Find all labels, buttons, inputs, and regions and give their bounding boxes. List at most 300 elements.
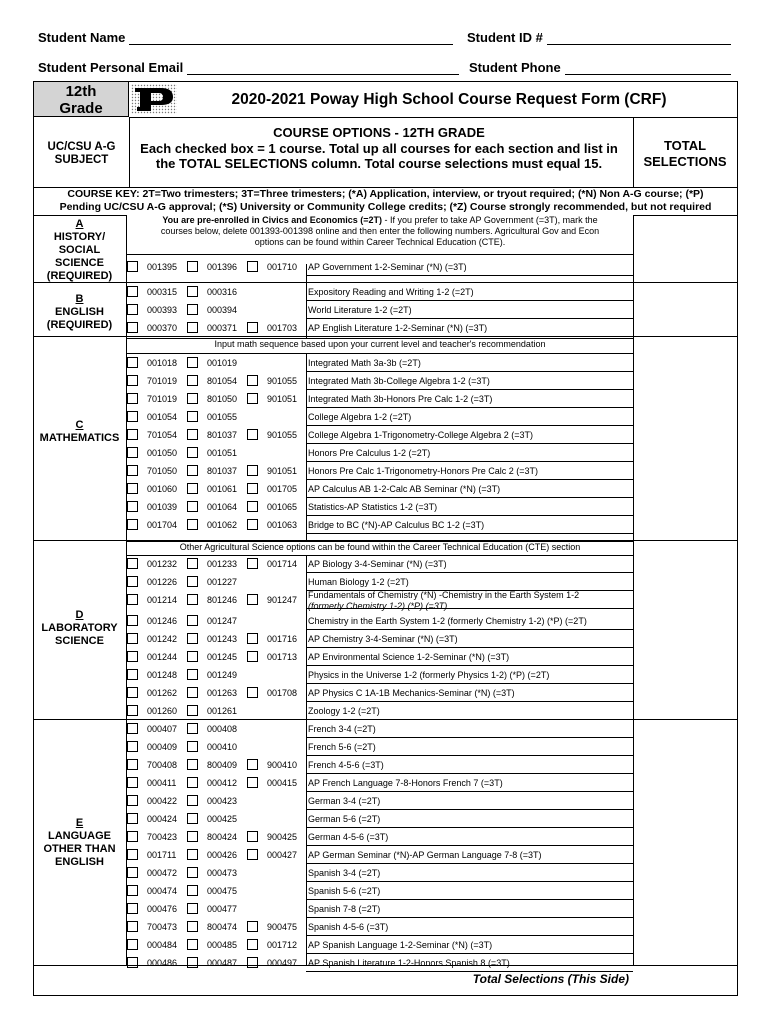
course-checkbox[interactable] xyxy=(187,286,198,297)
course-code: 001260 xyxy=(147,706,178,716)
course-checkbox[interactable] xyxy=(127,957,138,968)
course-checkbox[interactable] xyxy=(127,759,138,770)
section-c-label xyxy=(34,419,125,445)
course-code: 001227 xyxy=(207,577,238,587)
course-code: 000410 xyxy=(207,742,238,752)
course-code: 000486 xyxy=(147,958,178,968)
course-checkbox[interactable] xyxy=(127,687,138,698)
course-code: 000484 xyxy=(147,940,178,950)
course-code: 901247 xyxy=(267,595,298,605)
course-checkbox[interactable] xyxy=(247,651,258,662)
course-checkbox[interactable] xyxy=(247,633,258,644)
course-code: 001262 xyxy=(147,688,178,698)
course-code: 001243 xyxy=(207,634,238,644)
course-checkbox[interactable] xyxy=(127,465,138,476)
section-a-line: HISTORY/ xyxy=(53,231,106,243)
course-code: 001226 xyxy=(147,577,178,587)
section-a-note xyxy=(127,215,633,255)
course-code: 001714 xyxy=(267,559,298,569)
section-a-line: SOCIAL xyxy=(58,244,101,256)
course-code: 801037 xyxy=(207,430,238,440)
section-b-label xyxy=(34,293,125,332)
course-checkbox[interactable] xyxy=(127,357,138,368)
course-code: 001245 xyxy=(207,652,238,662)
course-checkbox[interactable] xyxy=(127,322,138,333)
student-id-label: Student ID # xyxy=(467,30,543,45)
divider xyxy=(633,215,634,965)
total-selections-header: TOTAL SELECTIONS xyxy=(643,138,727,169)
course-checkbox[interactable] xyxy=(127,615,138,626)
course-checkbox[interactable] xyxy=(127,831,138,842)
course-code: 001261 xyxy=(207,706,238,716)
course-code: 801037 xyxy=(207,466,238,476)
course-request-form xyxy=(33,81,738,996)
course-description: Bridge to BC (*N)-AP Calculus BC 1-2 (=3T) xyxy=(308,520,485,530)
divider xyxy=(306,608,633,609)
course-code: 001214 xyxy=(147,595,178,605)
course-checkbox[interactable] xyxy=(187,741,198,752)
course-checkbox[interactable] xyxy=(127,741,138,752)
course-code: 000370 xyxy=(147,323,178,333)
course-checkbox[interactable] xyxy=(187,357,198,368)
course-row xyxy=(127,701,633,719)
course-checkbox[interactable] xyxy=(127,939,138,950)
course-code: 001242 xyxy=(147,634,178,644)
course-code: 001716 xyxy=(267,634,298,644)
course-key-line2: Pending UC/CSU A-G approval; (*S) University or Community College credits; (*Z) Course strongly recommended, but not required xyxy=(59,201,712,213)
course-description: AP Environmental Science 1-2-Seminar (*N) (=3T) xyxy=(308,652,510,662)
course-code: 001039 xyxy=(147,502,178,512)
course-checkbox[interactable] xyxy=(187,903,198,914)
course-checkbox[interactable] xyxy=(247,921,258,932)
course-code: 001055 xyxy=(207,412,238,422)
course-row xyxy=(127,461,633,479)
course-row xyxy=(127,809,633,827)
course-code: 000316 xyxy=(207,287,238,297)
course-code: 000485 xyxy=(207,940,238,950)
student-id-row xyxy=(467,30,731,45)
course-checkbox[interactable] xyxy=(247,375,258,386)
note-a-line3: options can be found within Career Technical Education (CTE). xyxy=(254,237,506,247)
course-description: French 4-5-6 (=3T) xyxy=(308,760,384,770)
course-code: 001063 xyxy=(267,520,298,530)
course-description-line: (formerly Chemistry 1-2) (*P) (=3T) xyxy=(308,601,448,611)
course-checkbox[interactable] xyxy=(127,903,138,914)
course-code: 000371 xyxy=(207,323,238,333)
course-checkbox[interactable] xyxy=(187,831,198,842)
course-checkbox[interactable] xyxy=(247,939,258,950)
course-checkbox[interactable] xyxy=(127,633,138,644)
course-code: 801050 xyxy=(207,394,238,404)
grade-line2: Grade xyxy=(59,100,103,117)
course-row xyxy=(127,917,633,935)
course-row xyxy=(127,773,633,791)
course-row xyxy=(127,791,633,809)
course-checkbox[interactable] xyxy=(247,429,258,440)
course-checkbox[interactable] xyxy=(187,849,198,860)
course-key-line1: COURSE KEY: 2T=Two trimesters; 3T=Three trimesters; (*A) Application, interview, or tryout required; (*N) Non A-G course; (*P) xyxy=(67,188,704,200)
course-row xyxy=(127,282,633,300)
course-checkbox[interactable] xyxy=(187,393,198,404)
course-checkbox[interactable] xyxy=(127,304,138,315)
course-description: Expository Reading and Writing 1-2 (=2T) xyxy=(308,287,474,297)
section-a-line: SCIENCE xyxy=(55,257,104,269)
section-e-label xyxy=(34,817,125,869)
course-checkbox[interactable] xyxy=(187,501,198,512)
course-checkbox[interactable] xyxy=(247,393,258,404)
course-code: 001396 xyxy=(207,262,238,272)
course-code: 001065 xyxy=(267,502,298,512)
course-description: Spanish 7-8 (=2T) xyxy=(308,904,381,914)
course-row xyxy=(127,407,633,425)
course-description: Chemistry in the Earth System 1-2 (formerly Chemistry 1-2) (*P) (=2T) xyxy=(308,616,587,626)
course-code: 700408 xyxy=(147,760,178,770)
course-row xyxy=(127,719,633,737)
course-checkbox[interactable] xyxy=(187,921,198,932)
course-code: 900410 xyxy=(267,760,298,770)
student-name-field[interactable] xyxy=(129,33,453,45)
course-code: 000407 xyxy=(147,724,178,734)
course-checkbox[interactable] xyxy=(127,483,138,494)
course-checkbox[interactable] xyxy=(187,651,198,662)
course-checkbox[interactable] xyxy=(127,393,138,404)
course-code: 001244 xyxy=(147,652,178,662)
course-checkbox[interactable] xyxy=(187,429,198,440)
course-checkbox[interactable] xyxy=(247,519,258,530)
course-checkbox[interactable] xyxy=(187,885,198,896)
course-checkbox[interactable] xyxy=(187,669,198,680)
course-checkbox[interactable] xyxy=(187,594,198,605)
course-code: 001704 xyxy=(147,520,178,530)
course-row xyxy=(127,899,633,917)
course-checkbox[interactable] xyxy=(127,429,138,440)
course-checkbox[interactable] xyxy=(247,322,258,333)
course-code: 901055 xyxy=(267,430,298,440)
email-row xyxy=(38,60,459,75)
course-checkbox[interactable] xyxy=(127,669,138,680)
options-line1: COURSE OPTIONS - 12TH GRADE xyxy=(273,125,485,140)
course-code: 000412 xyxy=(207,778,238,788)
course-description: German 5-6 (=2T) xyxy=(308,814,381,824)
course-checkbox[interactable] xyxy=(187,777,198,788)
course-code: 701019 xyxy=(147,394,178,404)
course-row xyxy=(127,737,633,755)
course-checkbox[interactable] xyxy=(127,447,138,458)
course-row xyxy=(127,935,633,953)
note-a-rest: - If you prefer to take AP Government (=3T), mark the xyxy=(381,215,598,225)
course-code: 901051 xyxy=(267,394,298,404)
course-code: 701054 xyxy=(147,430,178,440)
course-description: German 4-5-6 (=3T) xyxy=(308,832,389,842)
course-code: 001703 xyxy=(267,323,298,333)
course-row xyxy=(127,755,633,773)
section-e-letter: E xyxy=(75,817,84,829)
course-checkbox[interactable] xyxy=(127,813,138,824)
section-a-line: (REQUIRED) xyxy=(46,270,113,282)
course-code: 000497 xyxy=(267,958,298,968)
options-line2: Each checked box = 1 course. Total up all courses for each section and list in xyxy=(140,140,618,156)
course-checkbox[interactable] xyxy=(247,849,258,860)
course-checkbox[interactable] xyxy=(187,483,198,494)
course-description: German 3-4 (=2T) xyxy=(308,796,381,806)
course-checkbox[interactable] xyxy=(187,939,198,950)
course-description: AP Spanish Literature 1-2-Honors Spanish 8 (=3T) xyxy=(308,958,510,968)
course-code: 900425 xyxy=(267,832,298,842)
course-checkbox[interactable] xyxy=(127,921,138,932)
course-checkbox[interactable] xyxy=(187,633,198,644)
course-description: French 5-6 (=2T) xyxy=(308,742,376,752)
course-code: 000472 xyxy=(147,868,178,878)
course-checkbox[interactable] xyxy=(187,615,198,626)
course-code: 001060 xyxy=(147,484,178,494)
course-description: Honors Pre Calculus 1-2 (=2T) xyxy=(308,448,431,458)
course-description: Spanish 5-6 (=2T) xyxy=(308,886,381,896)
course-checkbox[interactable] xyxy=(187,867,198,878)
course-row xyxy=(127,863,633,881)
course-code: 000411 xyxy=(147,778,177,788)
course-code: 000425 xyxy=(207,814,238,824)
email-field[interactable] xyxy=(187,63,459,75)
course-checkbox[interactable] xyxy=(187,304,198,315)
course-checkbox[interactable] xyxy=(127,286,138,297)
course-description: Spanish 3-4 (=2T) xyxy=(308,868,381,878)
course-checkbox[interactable] xyxy=(247,558,258,569)
course-code: 000409 xyxy=(147,742,178,752)
course-code: 000424 xyxy=(147,814,178,824)
course-checkbox[interactable] xyxy=(187,519,198,530)
course-code: 000473 xyxy=(207,868,238,878)
course-checkbox[interactable] xyxy=(127,795,138,806)
course-description: Human Biology 1-2 (=2T) xyxy=(308,577,409,587)
course-checkbox[interactable] xyxy=(127,885,138,896)
course-checkbox[interactable] xyxy=(187,759,198,770)
course-row xyxy=(127,683,633,701)
section-c-note: Input math sequence based upon your current level and teacher's recommendation xyxy=(127,338,633,354)
course-options-header xyxy=(129,117,629,187)
divider xyxy=(306,533,633,534)
phone-field[interactable] xyxy=(565,63,731,75)
course-description: World Literature 1-2 (=2T) xyxy=(308,305,412,315)
course-code: 001064 xyxy=(207,502,238,512)
course-checkbox[interactable] xyxy=(247,687,258,698)
course-code: 001232 xyxy=(147,559,178,569)
section-b-letter: B xyxy=(75,293,84,305)
course-checkbox[interactable] xyxy=(187,723,198,734)
course-code: 001712 xyxy=(267,940,298,950)
course-checkbox[interactable] xyxy=(247,594,258,605)
course-row xyxy=(127,953,633,971)
course-row xyxy=(127,881,633,899)
course-description: AP Biology 3-4-Seminar (*N) (=3T) xyxy=(308,559,447,569)
course-description: French 3-4 (=2T) xyxy=(308,724,376,734)
course-code: 000427 xyxy=(267,850,298,860)
course-row xyxy=(127,318,633,336)
course-checkbox[interactable] xyxy=(127,501,138,512)
course-row xyxy=(127,515,633,533)
course-description: AP English Literature 1-2-Seminar (*N) (=3T) xyxy=(308,323,488,333)
poway-logo-icon xyxy=(131,84,177,114)
course-code: 001233 xyxy=(207,559,238,569)
course-code: 700473 xyxy=(147,922,178,932)
course-code: 000315 xyxy=(147,287,178,297)
course-code: 001062 xyxy=(207,520,238,530)
course-checkbox[interactable] xyxy=(187,957,198,968)
course-code: 701019 xyxy=(147,376,178,386)
course-checkbox[interactable] xyxy=(127,375,138,386)
course-code: 801246 xyxy=(207,595,238,605)
grade-line1: 12th xyxy=(65,83,97,100)
course-code: 901051 xyxy=(267,466,298,476)
course-code: 000474 xyxy=(147,886,178,896)
course-checkbox[interactable] xyxy=(127,261,138,272)
course-code: 700423 xyxy=(147,832,178,842)
section-c-line: MATHEMATICS xyxy=(39,432,120,444)
course-code: 001713 xyxy=(267,652,298,662)
section-d-label xyxy=(34,609,125,648)
divider xyxy=(306,336,633,337)
course-checkbox[interactable] xyxy=(187,576,198,587)
course-code: 001710 xyxy=(267,262,298,272)
course-checkbox[interactable] xyxy=(247,483,258,494)
course-checkbox[interactable] xyxy=(127,705,138,716)
course-checkbox[interactable] xyxy=(127,594,138,605)
course-description: AP Chemistry 3-4-Seminar (*N) (=3T) xyxy=(308,634,458,644)
section-e-line: ENGLISH xyxy=(55,856,104,868)
course-code: 000475 xyxy=(207,886,238,896)
course-code: 000415 xyxy=(267,778,298,788)
course-description: AP Calculus AB 1-2-Calc AB Seminar (*N) (=3T) xyxy=(308,484,501,494)
course-checkbox[interactable] xyxy=(247,759,258,770)
note-a-bold: You are pre-enrolled in Civics and Economics (=2T) xyxy=(162,215,382,225)
course-description: AP Government 1-2-Seminar (*N) (=3T) xyxy=(308,262,467,272)
course-checkbox[interactable] xyxy=(187,261,198,272)
course-checkbox[interactable] xyxy=(187,813,198,824)
course-checkbox[interactable] xyxy=(127,576,138,587)
course-code: 001051 xyxy=(207,448,238,458)
course-code: 000423 xyxy=(207,796,238,806)
course-checkbox[interactable] xyxy=(247,777,258,788)
course-checkbox[interactable] xyxy=(187,795,198,806)
course-checkbox[interactable] xyxy=(127,849,138,860)
section-c-letter: C xyxy=(75,419,84,431)
phone-label: Student Phone xyxy=(469,60,561,75)
course-checkbox[interactable] xyxy=(127,651,138,662)
course-row xyxy=(127,647,633,665)
section-a-label xyxy=(34,218,125,283)
divider xyxy=(306,275,633,276)
course-checkbox[interactable] xyxy=(187,447,198,458)
course-code: 001248 xyxy=(147,670,178,680)
course-checkbox[interactable] xyxy=(127,723,138,734)
course-code: 701050 xyxy=(147,466,178,476)
section-b-line: (REQUIRED) xyxy=(46,319,113,331)
course-row xyxy=(127,827,633,845)
phone-row xyxy=(469,60,731,75)
course-checkbox[interactable] xyxy=(247,465,258,476)
course-code: 001019 xyxy=(207,358,238,368)
course-code: 001054 xyxy=(147,412,178,422)
course-checkbox[interactable] xyxy=(187,411,198,422)
course-description: Integrated Math 3b-College Algebra 1-2 (=3T) xyxy=(308,376,490,386)
course-description: AP French Language 7-8-Honors French 7 (=3T) xyxy=(308,778,503,788)
course-key xyxy=(34,187,737,215)
section-e-line: OTHER THAN xyxy=(43,843,116,855)
note-a-line2: courses below, delete 001393-001398 online and then enter the following numbers. Agricultural Gov and Econ xyxy=(160,226,600,236)
course-code: 801054 xyxy=(207,376,238,386)
course-description: Honors Pre Calc 1-Trigonometry-Honors Pre Calc 2 (=3T) xyxy=(308,466,538,476)
divider xyxy=(129,117,130,187)
course-row xyxy=(127,479,633,497)
course-checkbox[interactable] xyxy=(127,519,138,530)
section-b-line: ENGLISH xyxy=(55,306,104,318)
course-description: Integrated Math 3a-3b (=2T) xyxy=(308,358,421,368)
course-code: 000393 xyxy=(147,305,178,315)
course-description: Statistics-AP Statistics 1-2 (=3T) xyxy=(308,502,438,512)
course-row xyxy=(127,425,633,443)
course-description: AP Spanish Language 1-2-Seminar (*N) (=3T) xyxy=(308,940,493,950)
course-row xyxy=(127,611,633,629)
course-code: 001018 xyxy=(147,358,178,368)
course-row xyxy=(127,497,633,515)
course-row xyxy=(127,443,633,461)
divider xyxy=(633,117,634,187)
course-checkbox[interactable] xyxy=(247,501,258,512)
options-line3: the TOTAL SELECTIONS column. Total course selections must equal 15. xyxy=(155,156,603,171)
course-code: 001249 xyxy=(207,670,238,680)
section-e-line: LANGUAGE xyxy=(48,830,111,842)
course-code: 000408 xyxy=(207,724,238,734)
student-name-row xyxy=(38,30,453,45)
course-code: 800474 xyxy=(207,922,238,932)
course-description: AP Physics C 1A-1B Mechanics-Seminar (*N) (=3T) xyxy=(308,688,515,698)
course-description: Zoology 1-2 (=2T) xyxy=(308,706,380,716)
course-row xyxy=(127,572,633,590)
course-checkbox[interactable] xyxy=(247,957,258,968)
course-checkbox[interactable] xyxy=(127,867,138,878)
course-checkbox[interactable] xyxy=(127,558,138,569)
course-row xyxy=(127,845,633,863)
course-description: Integrated Math 3b-Honors Pre Calc 1-2 (=3T) xyxy=(308,394,493,404)
grade-box xyxy=(34,82,129,117)
course-checkbox[interactable] xyxy=(247,831,258,842)
section-a-letter: A xyxy=(75,218,84,230)
course-checkbox[interactable] xyxy=(187,687,198,698)
course-checkbox[interactable] xyxy=(187,375,198,386)
course-checkbox[interactable] xyxy=(127,777,138,788)
course-row xyxy=(127,665,633,683)
course-description-line: Fundamentals of Chemistry (*N) -Chemistry in the Earth System 1-2 xyxy=(308,590,580,600)
student-id-field[interactable] xyxy=(547,33,731,45)
course-row xyxy=(127,590,633,611)
course-checkbox[interactable] xyxy=(187,465,198,476)
course-checkbox[interactable] xyxy=(187,322,198,333)
section-d-line: LABORATORY xyxy=(41,622,118,634)
course-code: 000422 xyxy=(147,796,178,806)
course-checkbox[interactable] xyxy=(187,705,198,716)
course-checkbox[interactable] xyxy=(187,558,198,569)
course-code: 800424 xyxy=(207,832,238,842)
course-code: 001708 xyxy=(267,688,298,698)
section-d-line: SCIENCE xyxy=(55,635,104,647)
course-checkbox[interactable] xyxy=(127,411,138,422)
course-code: 001263 xyxy=(207,688,238,698)
course-checkbox[interactable] xyxy=(247,261,258,272)
course-code: 900475 xyxy=(267,922,298,932)
course-row xyxy=(127,371,633,389)
section-d-letter: D xyxy=(75,609,84,621)
course-code: 001247 xyxy=(207,616,238,626)
course-description: Physics in the Universe 1-2 (formerly Physics 1-2) (*P) (=2T) xyxy=(308,670,550,680)
